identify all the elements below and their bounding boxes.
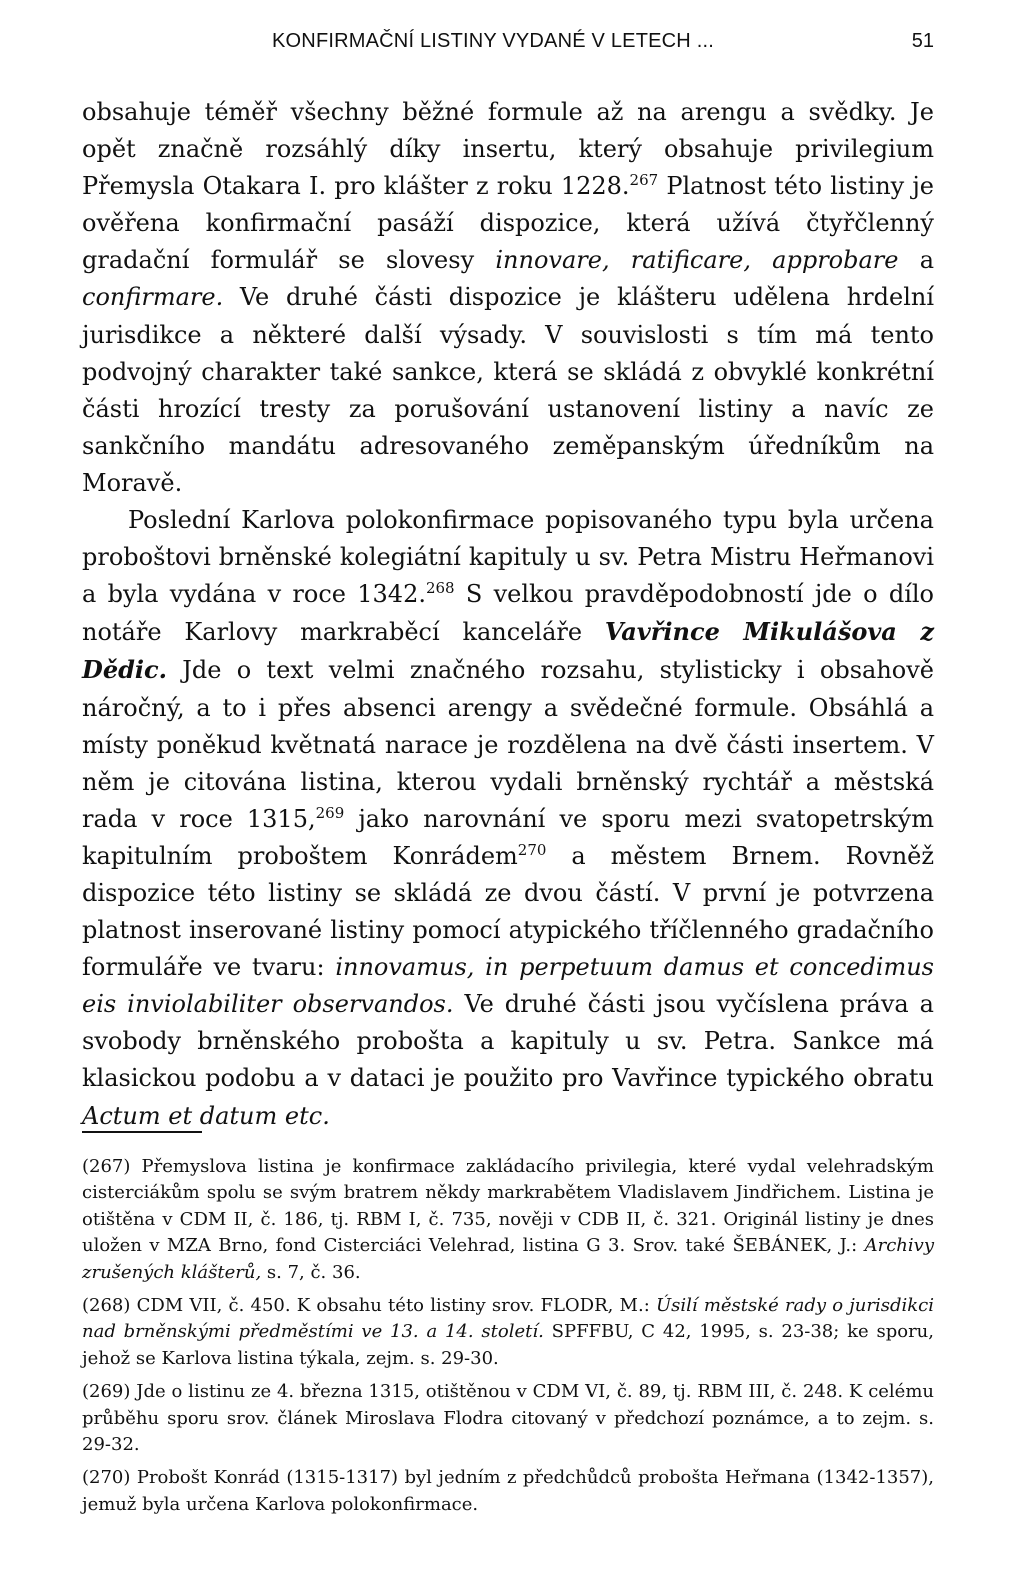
text-run: SPFFBU, C 42, 1995, s. 23-38; ke sporu, jehož se Karlova listina týkala, zejm. s. 29-30. bbox=[82, 1321, 934, 1369]
latin-term: confirmare. bbox=[82, 283, 224, 312]
page-number: 51 bbox=[911, 30, 934, 52]
paragraph-1 bbox=[82, 94, 934, 502]
footnote-268 bbox=[82, 1293, 934, 1372]
text-run: Poslední Karlova polokonfirmace popisovaného typu byla určena proboštovi brněnské kolegiátní kapituly u sv. Petra Mistru Heřmanovi a byla vydána v roce 1342. bbox=[82, 506, 934, 609]
text-run: obsahuje téměř všechny běžné formule až na arengu a svědky. Je opět značně rozsáhlý díky insertu, který obsahuje privilegium Přemysla Otakara I. pro klášter z roku 1228. bbox=[82, 98, 934, 201]
text-run: (269) Jde o listinu ze 4. března 1315, otištěnou v CDM VI, č. 89, tj. RBM III, č. 248. K celému průběhu sporu srov. článek Miroslava Flodra citovaný v předchozí poznámce, a to zejm. s. 29-32. bbox=[82, 1381, 934, 1456]
footnote-ref-268: 268 bbox=[425, 579, 455, 598]
latin-term: innovare, ratificare, approbare bbox=[495, 246, 899, 275]
footnote-divider bbox=[82, 1131, 202, 1133]
text-run: (268) CDM VII, č. 450. K obsahu této listiny srov. FLODR, M.: bbox=[82, 1295, 656, 1317]
text-run: Ve druhé části dispozice je klášteru udělena hrdelní jurisdikce a některé další výsady. V souvislosti s tím má tento podvojný charakter také sankce, která se skládá z obvyklé konkrétní části hrozící tresty za porušování ustanovení listiny a navíc ze sankčního mandátu adresovaného zeměpanským úředníkům na Moravě. bbox=[82, 283, 934, 497]
cited-title: Úsilí městské rady o jurisdikci nad brněnskými předměstími ve 13. a 14. století. bbox=[82, 1295, 935, 1343]
footnote-267 bbox=[82, 1154, 934, 1286]
text-run: Platnost této listiny je ověřena konfirmační pasáží dispozice, která užívá čtyřčlenný gradační formulář se slovesy bbox=[82, 172, 934, 275]
footnote-ref-267: 267 bbox=[629, 171, 659, 190]
footnote-269 bbox=[82, 1379, 934, 1458]
text-run: a městem Brnem. Rovněž dispozice této listiny se skládá ze dvou částí. V první je potvrzena platnost inserované listiny pomocí atypického tříčlenného gradačního formuláře ve tvaru: bbox=[82, 841, 934, 982]
footnote-ref-270: 270 bbox=[517, 840, 547, 859]
paragraph-2 bbox=[82, 502, 934, 1135]
text-run: a bbox=[898, 246, 935, 275]
text-run: Jde o text velmi značného rozsahu, stylisticky i obsahově náročný, a to i přes absenci arengy a svědečné formule. Obsáhlá a místy poněkud květnatá narace je rozdělena na dvě části insertem. V něm je citována listina, kterou vydali brněnský rychtář a městská rada v roce 1315, bbox=[82, 656, 934, 833]
running-title: KONFIRMAČNÍ LISTINY VYDANÉ V LETECH ... bbox=[272, 30, 714, 52]
footnotes bbox=[82, 1154, 934, 1525]
footnote-ref-269: 269 bbox=[315, 803, 345, 822]
person-name: Vavřince Mikulášova z Dědic. bbox=[82, 617, 934, 685]
running-header bbox=[82, 28, 934, 58]
main-text bbox=[82, 94, 934, 1135]
cited-title: Archivy zrušených klášterů, bbox=[82, 1235, 934, 1283]
footnote-270 bbox=[82, 1465, 934, 1518]
text-run: jako narovnání ve sporu mezi svatopetrským kapitulním proboštem Konrádem bbox=[82, 804, 935, 870]
text-run: S velkou pravděpodobností jde o dílo notáře Karlovy markraběcí kanceláře bbox=[82, 580, 934, 647]
text-run: (267) Přemyslova listina je konfirmace zakládacího privilegia, které vydal velehradským cisterciákům spolu se svým bratrem někdy markrabětem Vladislavem Jindřichem. Listina je otištěna v CDM II, č. 186, tj. RBM I, č. 735, nověji v CDB II, č. 321. Originál listiny je dnes uložen v MZA Brno, fond Cisterciáci Velehrad, listina G 3. Srov. také ŠEBÁNEK, J.: bbox=[82, 1156, 934, 1257]
text-run: Ve druhé části jsou vyčíslena práva a svobody brněnského probošta a kapituly u sv. Petra. Sankce má klasickou podobu a v dataci je použito pro Vavřince typického obratu bbox=[82, 990, 934, 1093]
latin-phrase: Actum et datum etc. bbox=[82, 1101, 330, 1130]
text-run: (270) Probošt Konrád (1315-1317) byl jedním z předchůdců probošta Heřmana (1342-1357), jemuž byla určena Karlova polokonfirmace. bbox=[82, 1467, 934, 1515]
text-run: s. 7, č. 36. bbox=[261, 1261, 361, 1283]
latin-formula: innovamus, in perpetuum damus et concedimus eis inviolabiliter observandos. bbox=[82, 953, 934, 1019]
